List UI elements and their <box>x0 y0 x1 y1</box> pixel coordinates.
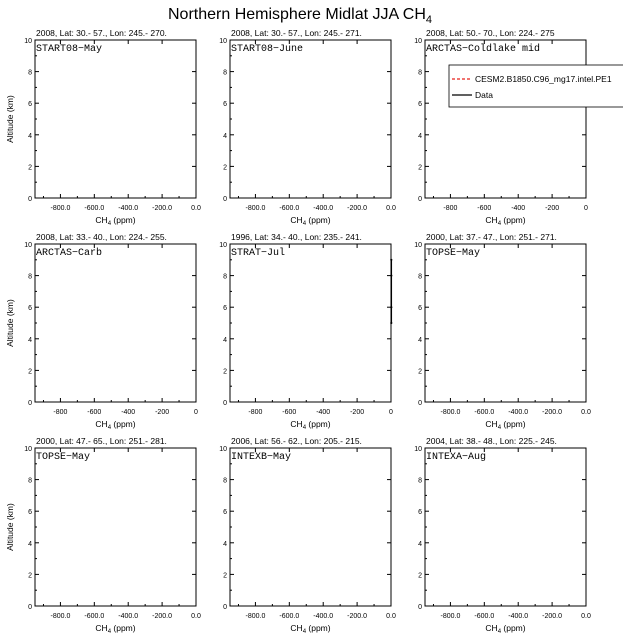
chart-panel-3 <box>414 28 623 227</box>
panel-header: 2006, Lat: 56.- 62., Lon: 205.- 215. <box>231 436 362 446</box>
x-tick-label: -800 <box>443 205 458 212</box>
x-tick-label: 0.0 <box>386 205 396 212</box>
data-point <box>390 275 392 277</box>
x-tick-label: 0 <box>194 409 198 416</box>
panel-header: 2008, Lat: 30.- 57., Lon: 245.- 271. <box>231 28 362 38</box>
y-tick-label: 8 <box>418 273 422 281</box>
x-tick-label: -200 <box>350 409 365 416</box>
campaign-label: INTEXA−Aug <box>426 452 487 463</box>
y-tick-label: 6 <box>418 305 422 313</box>
x-axis-label: $CH_4$ (ppm) <box>290 215 331 227</box>
plot-frame <box>425 448 586 606</box>
panel-header: 2008, Lat: 30.- 57., Lon: 245.- 270. <box>36 28 167 38</box>
x-axis-label: $CH_4$ (ppm) <box>485 623 526 635</box>
y-tick-label: 6 <box>418 509 422 517</box>
figure-title <box>168 6 432 26</box>
y-tick-label: 0 <box>223 400 227 407</box>
x-tick-label: -400.0 <box>118 613 139 620</box>
x-tick-label: -200.0 <box>152 613 173 620</box>
data-point <box>390 259 392 261</box>
x-tick-label: -800.0 <box>50 205 71 212</box>
plot-frame <box>425 40 586 198</box>
y-tick-label: 4 <box>223 336 227 344</box>
y-tick-label: 4 <box>418 336 422 344</box>
y-tick-label: 4 <box>418 132 422 140</box>
x-tick-label: -400.0 <box>508 409 529 416</box>
y-tick-label: 8 <box>223 69 227 77</box>
figure-title-sub: 4 <box>425 14 432 26</box>
panel-header: 2008, Lat: 33.- 40., Lon: 224.- 255. <box>36 232 167 242</box>
x-tick-label: -200.0 <box>347 613 368 620</box>
chart-panel-8 <box>219 436 396 635</box>
x-axis-label: $CH_4$ (ppm) <box>95 623 136 635</box>
y-axis-label: Altitude (km) <box>5 503 15 551</box>
y-tick-label: 8 <box>28 477 32 485</box>
x-tick-label: -800.0 <box>440 409 461 416</box>
panel-header: 2004, Lat: 38.- 48., Lon: 225.- 245. <box>426 436 557 446</box>
legend-label: Data <box>475 90 493 100</box>
y-tick-label: 6 <box>223 101 227 109</box>
x-tick-label: -200.0 <box>347 205 368 212</box>
campaign-label: START08−June <box>231 44 304 55</box>
x-tick-label: -800 <box>53 409 68 416</box>
y-tick-label: 10 <box>414 38 422 45</box>
x-tick-label: 0.0 <box>386 613 396 620</box>
campaign-label: START08−May <box>36 44 103 55</box>
y-tick-label: 4 <box>28 132 32 140</box>
chart-panel-9 <box>414 436 591 635</box>
plot-frame <box>425 244 586 402</box>
plot-frame <box>35 40 196 198</box>
x-tick-label: -600.0 <box>84 205 105 212</box>
panel-header: 2000, Lat: 37.- 47., Lon: 251.- 271. <box>426 232 557 242</box>
y-tick-label: 6 <box>418 101 422 109</box>
y-tick-label: 6 <box>28 101 32 109</box>
x-tick-label: -400.0 <box>313 205 334 212</box>
x-tick-label: 0 <box>584 205 588 212</box>
y-tick-label: 8 <box>28 69 32 77</box>
chart-panel-7 <box>5 436 201 635</box>
panel-grid <box>5 28 623 635</box>
x-tick-label: 0.0 <box>191 205 201 212</box>
x-tick-label: -600.0 <box>84 613 105 620</box>
y-tick-label: 0 <box>28 196 32 203</box>
x-tick-label: -400.0 <box>313 613 334 620</box>
y-tick-label: 0 <box>418 604 422 611</box>
x-axis-label: $CH_4$ (ppm) <box>95 215 136 227</box>
y-tick-label: 0 <box>418 400 422 407</box>
x-tick-label: -600 <box>477 205 492 212</box>
legend-label: CESM2.B1850.C96_mg17.intel.PE1 <box>475 74 612 84</box>
campaign-label: ARCTAS−Carb <box>36 248 103 259</box>
y-tick-label: 6 <box>223 509 227 517</box>
x-tick-label: -400 <box>511 205 526 212</box>
plot-frame <box>35 244 196 402</box>
y-tick-label: 4 <box>28 540 32 548</box>
panel-header: 2000, Lat: 47.- 65., Lon: 251.- 281. <box>36 436 167 446</box>
y-tick-label: 2 <box>418 164 422 172</box>
y-tick-label: 4 <box>418 540 422 548</box>
x-tick-label: -400.0 <box>508 613 529 620</box>
y-tick-label: 2 <box>28 164 32 172</box>
chart-panel-5 <box>219 232 393 431</box>
campaign-label: ARCTAS−Coldlake mid <box>426 44 541 55</box>
y-tick-label: 2 <box>223 164 227 172</box>
data-point <box>390 306 392 308</box>
x-tick-label: 0.0 <box>191 613 201 620</box>
y-axis-label: Altitude (km) <box>5 95 15 143</box>
y-tick-label: 2 <box>28 572 32 580</box>
campaign-label: TOPSE−May <box>426 248 481 259</box>
y-tick-label: 4 <box>28 336 32 344</box>
panel-header: 2008, Lat: 50.- 70., Lon: 224.- 275 <box>426 28 555 38</box>
x-tick-label: -600.0 <box>474 613 495 620</box>
x-axis-label: $CH_4$ (ppm) <box>485 419 526 431</box>
x-tick-label: -200.0 <box>542 613 563 620</box>
plot-frame <box>35 448 196 606</box>
x-tick-label: -800.0 <box>50 613 71 620</box>
y-tick-label: 10 <box>219 242 227 249</box>
x-tick-label: -400.0 <box>118 205 139 212</box>
x-tick-label: -600 <box>282 409 297 416</box>
y-tick-label: 6 <box>223 305 227 313</box>
x-axis-label: $CH_4$ (ppm) <box>95 419 136 431</box>
figure-title-main: Northern Hemisphere Midlat JJA CH <box>168 6 426 23</box>
y-tick-label: 10 <box>219 446 227 453</box>
y-tick-label: 10 <box>414 446 422 453</box>
plot-frame <box>230 244 391 402</box>
x-tick-label: -800 <box>248 409 263 416</box>
x-tick-label: 0.0 <box>581 409 591 416</box>
campaign-label: TOPSE−May <box>36 452 91 463</box>
chart-panel-1 <box>5 28 201 227</box>
y-tick-label: 10 <box>219 38 227 45</box>
x-tick-label: -600.0 <box>474 409 495 416</box>
panel-header: 1996, Lat: 34.- 40., Lon: 235.- 241. <box>231 232 362 242</box>
y-tick-label: 2 <box>223 572 227 580</box>
y-tick-label: 8 <box>418 69 422 77</box>
y-tick-label: 0 <box>28 400 32 407</box>
x-tick-label: -400 <box>121 409 136 416</box>
legend-box <box>449 65 623 107</box>
x-tick-label: -800.0 <box>440 613 461 620</box>
x-axis-label: $CH_4$ (ppm) <box>290 623 331 635</box>
x-tick-label: -600 <box>87 409 102 416</box>
x-tick-label: -400 <box>316 409 331 416</box>
x-tick-label: 0.0 <box>581 613 591 620</box>
x-tick-label: -800.0 <box>245 205 266 212</box>
y-tick-label: 8 <box>28 273 32 281</box>
y-tick-label: 10 <box>24 38 32 45</box>
y-tick-label: 8 <box>223 273 227 281</box>
campaign-label: STRAT−Jul <box>231 248 286 259</box>
y-tick-label: 0 <box>28 604 32 611</box>
x-axis-label: $CH_4$ (ppm) <box>290 419 331 431</box>
y-tick-label: 2 <box>418 368 422 376</box>
y-tick-label: 10 <box>414 242 422 249</box>
y-tick-label: 0 <box>223 604 227 611</box>
y-tick-label: 4 <box>223 132 227 140</box>
data-point <box>390 322 392 324</box>
y-tick-label: 8 <box>223 477 227 485</box>
x-tick-label: -600.0 <box>279 205 300 212</box>
campaign-label: INTEXB−May <box>231 452 292 463</box>
y-tick-label: 0 <box>418 196 422 203</box>
y-tick-label: 2 <box>28 368 32 376</box>
y-tick-label: 4 <box>223 540 227 548</box>
plot-frame <box>230 40 391 198</box>
x-tick-label: -200.0 <box>542 409 563 416</box>
x-tick-label: -800.0 <box>245 613 266 620</box>
y-tick-label: 10 <box>24 242 32 249</box>
plot-frame <box>230 448 391 606</box>
x-tick-label: -200 <box>545 205 560 212</box>
y-tick-label: 2 <box>418 572 422 580</box>
legend <box>449 65 623 107</box>
x-tick-label: -600.0 <box>279 613 300 620</box>
y-tick-label: 8 <box>418 477 422 485</box>
x-tick-label: -200 <box>155 409 170 416</box>
y-tick-label: 0 <box>223 196 227 203</box>
y-tick-label: 2 <box>223 368 227 376</box>
y-tick-label: 6 <box>28 509 32 517</box>
x-tick-label: -200.0 <box>152 205 173 212</box>
x-tick-label: 0 <box>389 409 393 416</box>
chart-panel-6 <box>414 232 591 431</box>
y-tick-label: 6 <box>28 305 32 313</box>
chart-panel-4 <box>5 232 198 431</box>
chart-panel-2 <box>219 28 396 227</box>
x-axis-label: $CH_4$ (ppm) <box>485 215 526 227</box>
y-tick-label: 10 <box>24 446 32 453</box>
y-axis-label: Altitude (km) <box>5 299 15 347</box>
